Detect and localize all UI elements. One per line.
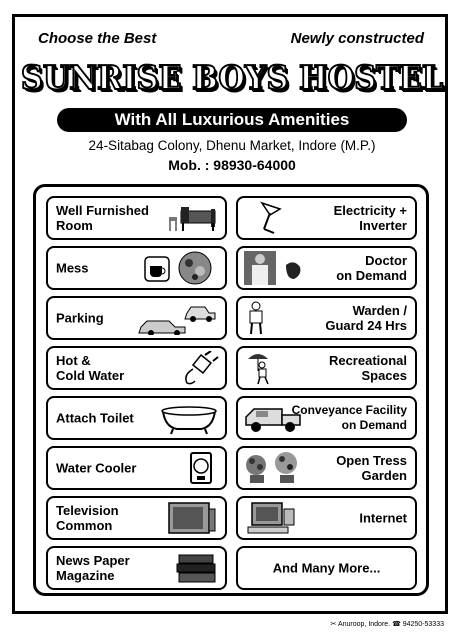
flowers-icon (242, 451, 306, 485)
amenity-television-common (46, 496, 227, 540)
computer-icon (242, 501, 306, 535)
mobile-number: Mob. : 98930-64000 (168, 157, 296, 173)
address: 24-Sitabag Colony, Dhenu Market, Indore (M.P.) (88, 138, 376, 153)
amenity-label: News Paper Magazine (56, 553, 130, 583)
amenity-label: Electricity + Inverter (333, 203, 407, 233)
amenity-and-many-more (236, 546, 417, 590)
plug-icon (175, 351, 219, 385)
amenity-attach-toilet (46, 396, 227, 440)
tagline-left: Choose the Best (38, 30, 157, 47)
amenity-label: Parking (56, 310, 104, 326)
amenity-open-tress-garden (236, 446, 417, 490)
amenity-label: And Many More... (272, 560, 381, 576)
amenity-warden-guard (236, 296, 417, 340)
amenity-conveyance-facility (236, 396, 417, 440)
guard-icon (242, 301, 306, 335)
amenity-doctor-on-demand (236, 246, 417, 290)
tagline-right: Newly constructed (290, 30, 424, 47)
amenity-parking (46, 296, 227, 340)
doctor-icon (242, 251, 306, 285)
amenity-news-paper-magazine (46, 546, 227, 590)
amenity-label: Water Cooler (56, 460, 137, 476)
amenity-label: Recreational Spaces (328, 353, 407, 383)
lamp-icon (242, 201, 306, 235)
umbrella-person-icon (242, 351, 306, 385)
amenities-banner: With All Luxurious Amenities (57, 108, 407, 132)
books-icon (175, 551, 219, 585)
television-icon (163, 501, 219, 535)
car-icon (137, 301, 219, 335)
amenity-label: Well Furnished Room (56, 203, 149, 233)
amenity-hot-cold-water (46, 346, 227, 390)
designer-credit: ✂ Anuroop, Indore. ☎ 94250-53333 (330, 621, 444, 628)
amenity-label: Attach Toilet (56, 410, 134, 426)
amenity-label: Hot & Cold Water (56, 353, 125, 383)
amenity-internet (236, 496, 417, 540)
bathtub-icon (159, 401, 219, 435)
amenity-label: Doctor on Demand (336, 253, 407, 283)
water-cooler-icon (183, 451, 219, 485)
amenity-label: Mess (56, 260, 89, 276)
amenity-well-furnished-room (46, 196, 227, 240)
bed-icon (167, 201, 219, 235)
amenity-label: Television Common (56, 503, 119, 533)
amenity-water-cooler (46, 446, 227, 490)
meal-icon (139, 251, 219, 285)
amenity-label: Internet (359, 510, 407, 526)
hostel-title: SUNRISE BOYS HOSTEL (20, 58, 444, 97)
amenity-label: Conveyance Facility on Demand (291, 403, 407, 432)
amenity-label: Warden / Guard 24 Hrs (325, 303, 407, 333)
amenity-label: Open Tress Garden (336, 453, 407, 483)
amenity-electricity-inverter (236, 196, 417, 240)
amenity-mess (46, 246, 227, 290)
amenity-recreational-spaces (236, 346, 417, 390)
